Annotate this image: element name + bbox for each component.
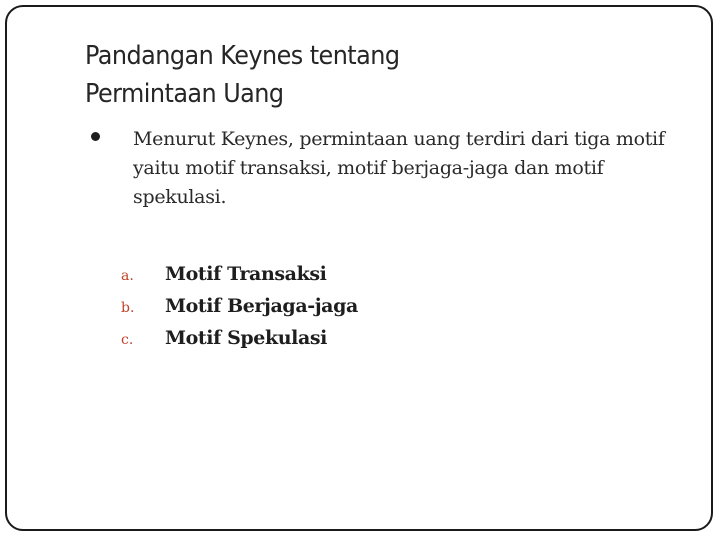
motif-berjaga-jaga-label: Motif Berjaga-jaga bbox=[165, 295, 358, 317]
motif-list bbox=[111, 258, 358, 354]
motif-spekulasi-label: Motif Spekulasi bbox=[165, 327, 328, 349]
motif-transaksi-label: Motif Transaksi bbox=[165, 263, 327, 285]
list-marker: a. bbox=[121, 268, 134, 284]
bullet-dot-icon bbox=[91, 132, 100, 141]
motif-list-item bbox=[111, 258, 358, 290]
slide-title-line-1: Pandangan Keynes tentang bbox=[85, 41, 400, 71]
list-marker: c. bbox=[121, 332, 134, 348]
motif-list-item bbox=[111, 322, 358, 354]
list-marker: b. bbox=[121, 300, 135, 316]
slide-frame bbox=[5, 5, 713, 531]
slide-title bbox=[85, 37, 399, 113]
motif-list-item bbox=[111, 290, 358, 322]
main-bullet-text: Menurut Keynes, permintaan uang terdiri dari tiga motif yaitu motif transaksi, motif berjaga-jaga dan motif spekulasi. bbox=[133, 128, 665, 208]
slide-title-line-2: Permintaan Uang bbox=[85, 79, 284, 109]
